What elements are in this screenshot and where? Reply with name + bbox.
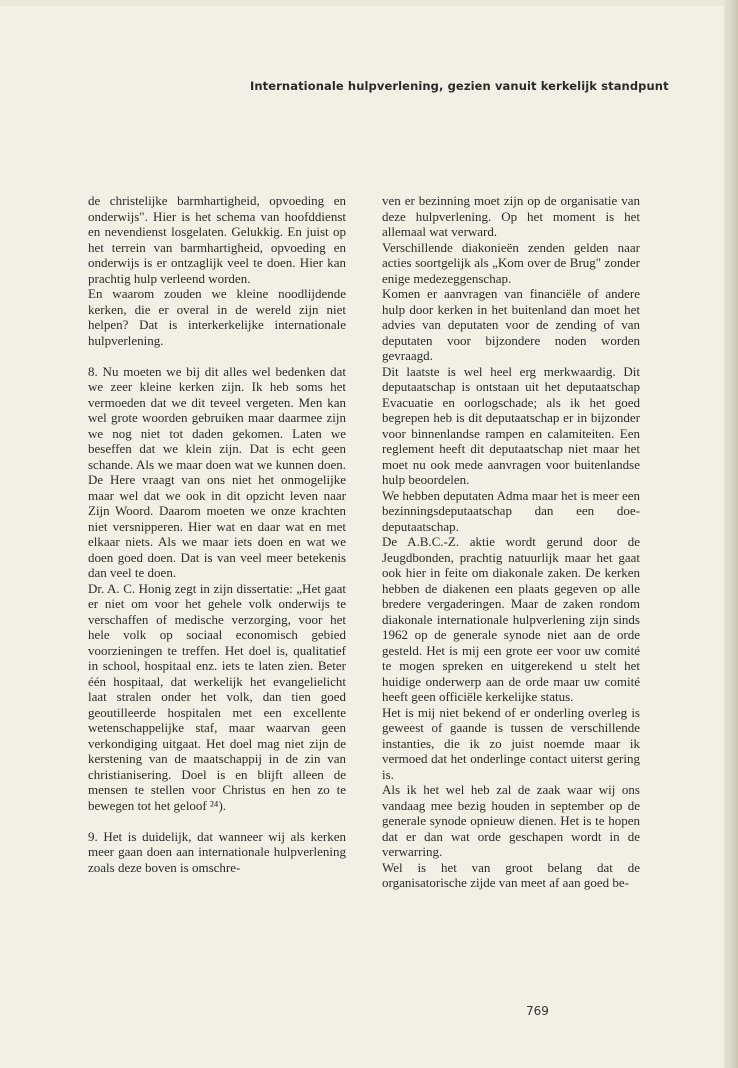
page-number: 769	[526, 1004, 549, 1018]
paragraph: Dit laatste is wel heel erg merkwaardig. Dit deputaatschap is ontstaan uit het deputaatschap Evacuatie en oorlogschade; als ik het goed begrepen heb is dit deputaatschap er in bijzonder voor binnenlandse rampen en calamiteiten. Een reglement heeft dit deputaatschap niet maar het moet nu ook mede aanvragen voor buitenlandse hulp beoordelen.	[382, 363, 640, 487]
paragraph: We hebben deputaten Adma maar het is meer een bezinningsdeputaatschap dan een doe-deputaatschap.	[382, 487, 640, 534]
left-text-column	[88, 193, 346, 875]
paragraph-spacer	[88, 348, 346, 364]
paragraph: 8. Nu moeten we bij dit alles wel bedenken dat we zeer kleine kerken zijn. Ik heb soms het vermoeden dat we dit teveel vergeten. Men kan wel grote woorden gebruiken maar daarmee zijn we nog niet tot daden gekomen. Laten we beseffen dat we klein zijn. Dat is echt geen schande. Als we maar doen wat we kunnen doen. De Here vraagt van ons niet het onmogelijke maar wel dat we ook in dit opzicht leven naar Zijn Woord. Daarom moeten we onze krachten niet versnipperen. Hier wat en daar wat en met elkaar niets. Als we maar iets doen en wat we doen goed doen. Dat is van veel meer betekenis dan veel te doen.	[88, 363, 346, 580]
running-header: Internationale hulpverlening, gezien vanuit kerkelijk standpunt	[250, 79, 669, 93]
paragraph: de christelijke barmhartigheid, opvoeding en onderwijs". Hier is het schema van hoofddienst en nevendienst losgelaten. Gelukkig. En juist op het terrein van barmhartigheid, opvoeding en onderwijs is er ontzaglijk veel te doen. Hier kan prachtig hulp verleend worden.	[88, 193, 346, 286]
page-top-edge	[0, 0, 738, 6]
right-text-column	[382, 193, 640, 891]
page-spine-shadow	[724, 0, 738, 1068]
paragraph: Het is mij niet bekend of er onderling overleg is geweest of gaande is tussen de verschillende instanties, die ik zo juist noemde maar ik vermoed dat het onderlinge contact uiterst gering is.	[382, 704, 640, 782]
paragraph: Wel is het van groot belang dat de organisatorische zijde van meet af aan goed be-	[382, 859, 640, 890]
paragraph: En waarom zouden we kleine noodlijdende kerken, die er overal in de wereld zijn niet helpen? Dat is interkerkelijke internationale hulpverlening.	[88, 286, 346, 348]
paragraph: ven er bezinning moet zijn op de organisatie van deze hulpverlening. Op het moment is het allemaal wat verward.	[382, 193, 640, 239]
paragraph-spacer	[88, 813, 346, 829]
paragraph: 9. Het is duidelijk, dat wanneer wij als kerken meer gaan doen aan internationale hulpverlening zoals deze boven is omschre-	[88, 828, 346, 875]
paragraph: Als ik het wel heb zal de zaak waar wij ons vandaag mee bezig houden in september op de generale synode opnieuw dienen. Het is te hopen dat er dan wat orde geschapen wordt in de verwarring.	[382, 782, 640, 859]
paragraph: Verschillende diakonieën zenden gelden naar acties soortgelijk als „Kom over de Brug" zonder enige medezeggenschap.	[382, 239, 640, 286]
paragraph: De A.B.C.-Z. aktie wordt gerund door de Jeugdbonden, prachtig natuurlijk maar het gaat ook hier in feite om diakonale zaken. De kerken hebben de diakenen een plaats gegeven op alle bredere vergaderingen. Maar de zaken rondom diakonale internationale hulpverlening zijn sinds 1962 op de generale synode niet aan de orde gesteld. Het is mij een grote eer voor uw comité te mogen spreken en uitgerekend u stelt het huidige onderwerp aan de orde maar uw comité heeft geen officiële kerkelijke status.	[382, 534, 640, 704]
paragraph: Dr. A. C. Honig zegt in zijn dissertatie: „Het gaat er niet om voor het gehele volk onderwijs te verschaffen of medische verzorging, voor het hele volk op sociaal economisch gebied voorzieningen te treffen. Het doel is, qualitatief in school, hospitaal enz. iets te laten zien. Beter één hospitaal, dat werkelijk het evangelielicht laat stralen onder het volk, dan tien goed geoutilleerde hospitalen met een excellente wetenschappelijke staf, maar waarvan geen verkondiging uitgaat. Het doel mag niet zijn de kerstening van de maatschappij in de zin van christianisering. Doel is en blijft alleen de mensen te stellen voor Christus en hen zo te bewegen tot het geloof ²⁴).	[88, 580, 346, 813]
paragraph: Komen er aanvragen van financiële of andere hulp door kerken in het buitenland dan moet het advies van deputaten voor de zending of van deputaten voor bijzondere noden worden gevraagd.	[382, 286, 640, 363]
